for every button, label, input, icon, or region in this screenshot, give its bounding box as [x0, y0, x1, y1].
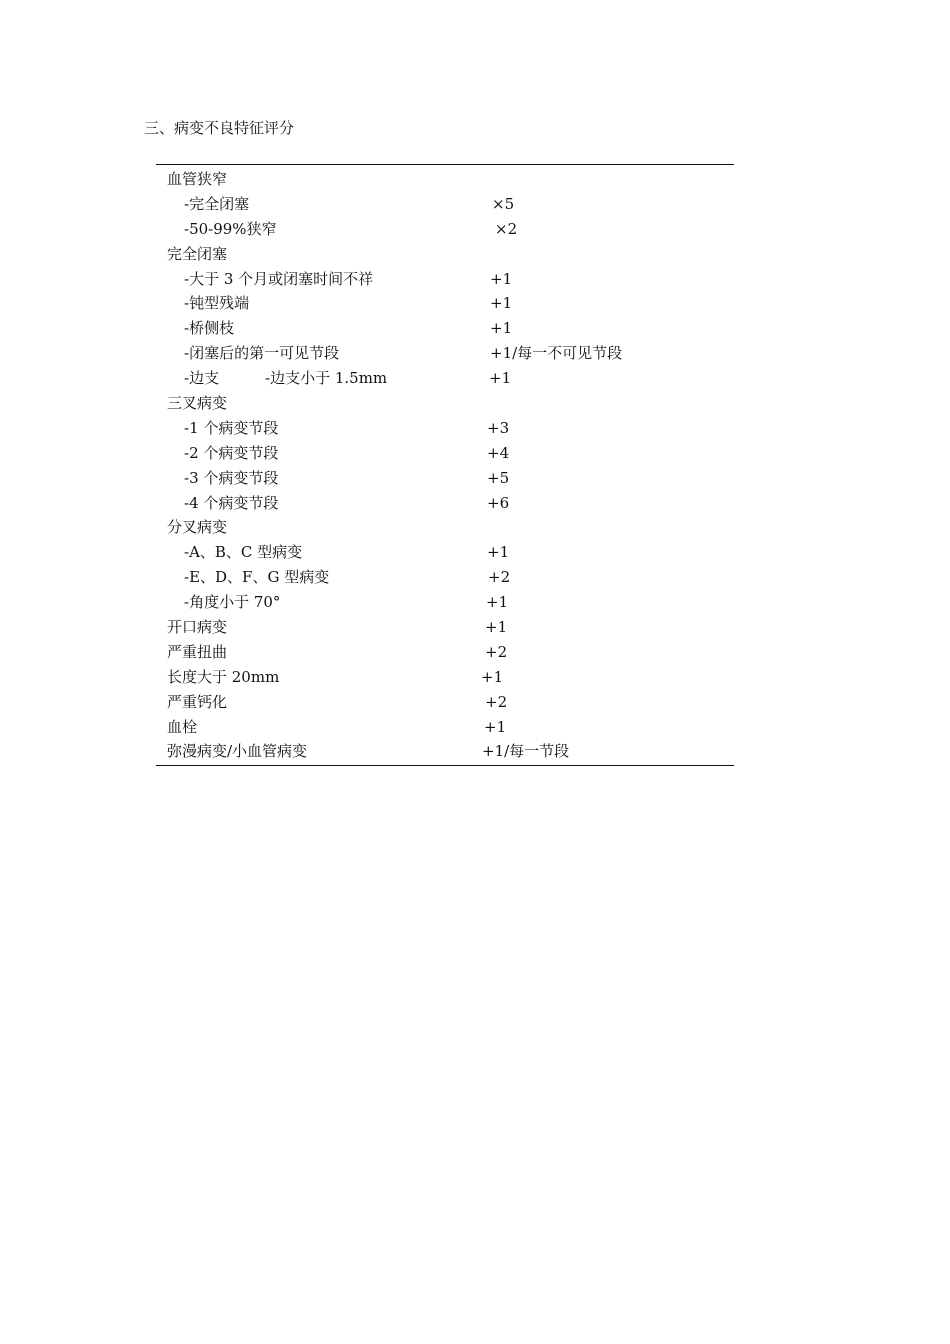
category-label: 分叉病变	[167, 518, 228, 537]
score-value: +1/每一节段	[482, 742, 570, 761]
table-row	[156, 192, 734, 217]
score-value: +1	[490, 319, 513, 338]
table-row	[156, 391, 734, 416]
table-row	[156, 366, 734, 391]
table-row	[156, 291, 734, 316]
sub-item-label: -闭塞后的第一可见节段	[184, 344, 340, 363]
score-value: +5	[487, 468, 510, 487]
score-value: +2	[488, 568, 511, 587]
section-title: 三、病变不良特征评分	[144, 119, 295, 137]
score-value: ×2	[495, 219, 518, 238]
scoring-table	[156, 164, 734, 766]
table-rows	[156, 165, 734, 765]
score-value: +1	[481, 667, 504, 686]
category-label: 严重钙化	[167, 692, 228, 711]
sub-item-detail: -边支小于 1.5mm	[265, 369, 388, 388]
category-label: 完全闭塞	[167, 244, 228, 263]
category-label: 血栓	[167, 717, 198, 736]
category-label: 长度大于 20mm	[167, 667, 280, 686]
sub-item-label: -E、D、F、G 型病变	[184, 568, 330, 587]
table-row	[156, 590, 734, 615]
sub-item-label: -1 个病变节段	[184, 418, 279, 437]
table-row	[156, 665, 734, 690]
table-row	[156, 466, 734, 491]
category-label: 开口病变	[167, 618, 228, 637]
table-row	[156, 540, 734, 565]
table-row	[156, 739, 734, 764]
score-value: +2	[485, 642, 508, 661]
table-row	[156, 217, 734, 242]
score-value: +1	[486, 593, 509, 612]
score-value: ×5	[492, 194, 515, 213]
score-value: +3	[487, 418, 510, 437]
sub-item-label: -2 个病变节段	[184, 443, 279, 462]
table-row	[156, 715, 734, 740]
score-value: +1	[484, 717, 507, 736]
table-row	[156, 615, 734, 640]
category-label: 严重扭曲	[167, 642, 228, 661]
score-value: +1	[490, 294, 513, 313]
category-label: 弥漫病变/小血管病变	[167, 742, 308, 761]
sub-item-label: -角度小于 70°	[184, 593, 281, 612]
sub-item-label: -50-99%狭窄	[184, 219, 277, 238]
category-label: 三叉病变	[167, 394, 228, 413]
sub-item-label: -边支	[184, 369, 220, 388]
sub-item-label: -完全闭塞	[184, 194, 250, 213]
table-row	[156, 441, 734, 466]
score-value: +1	[490, 269, 513, 288]
score-value: +1/每一不可见节段	[490, 344, 623, 363]
table-row	[156, 640, 734, 665]
table-row	[156, 167, 734, 192]
table-row	[156, 690, 734, 715]
score-value: +6	[487, 493, 510, 512]
sub-item-label: -桥侧枝	[184, 319, 235, 338]
sub-item-label: -4 个病变节段	[184, 493, 279, 512]
score-value: +2	[485, 692, 508, 711]
table-row	[156, 242, 734, 267]
table-row	[156, 515, 734, 540]
table-bottom-rule	[156, 765, 734, 766]
score-value: +1	[489, 369, 512, 388]
score-value: +4	[487, 443, 510, 462]
category-label: 血管狭窄	[167, 170, 228, 188]
sub-item-label: -A、B、C 型病变	[184, 543, 303, 562]
score-value: +1	[487, 543, 510, 562]
table-row	[156, 565, 734, 590]
sub-item-label: -大于 3 个月或闭塞时间不祥	[184, 269, 374, 288]
table-row	[156, 267, 734, 292]
table-row	[156, 316, 734, 341]
sub-item-label: -3 个病变节段	[184, 468, 279, 487]
score-value: +1	[485, 618, 508, 637]
table-row	[156, 416, 734, 441]
table-row	[156, 341, 734, 366]
sub-item-label: -钝型残端	[184, 294, 250, 313]
table-row	[156, 491, 734, 516]
